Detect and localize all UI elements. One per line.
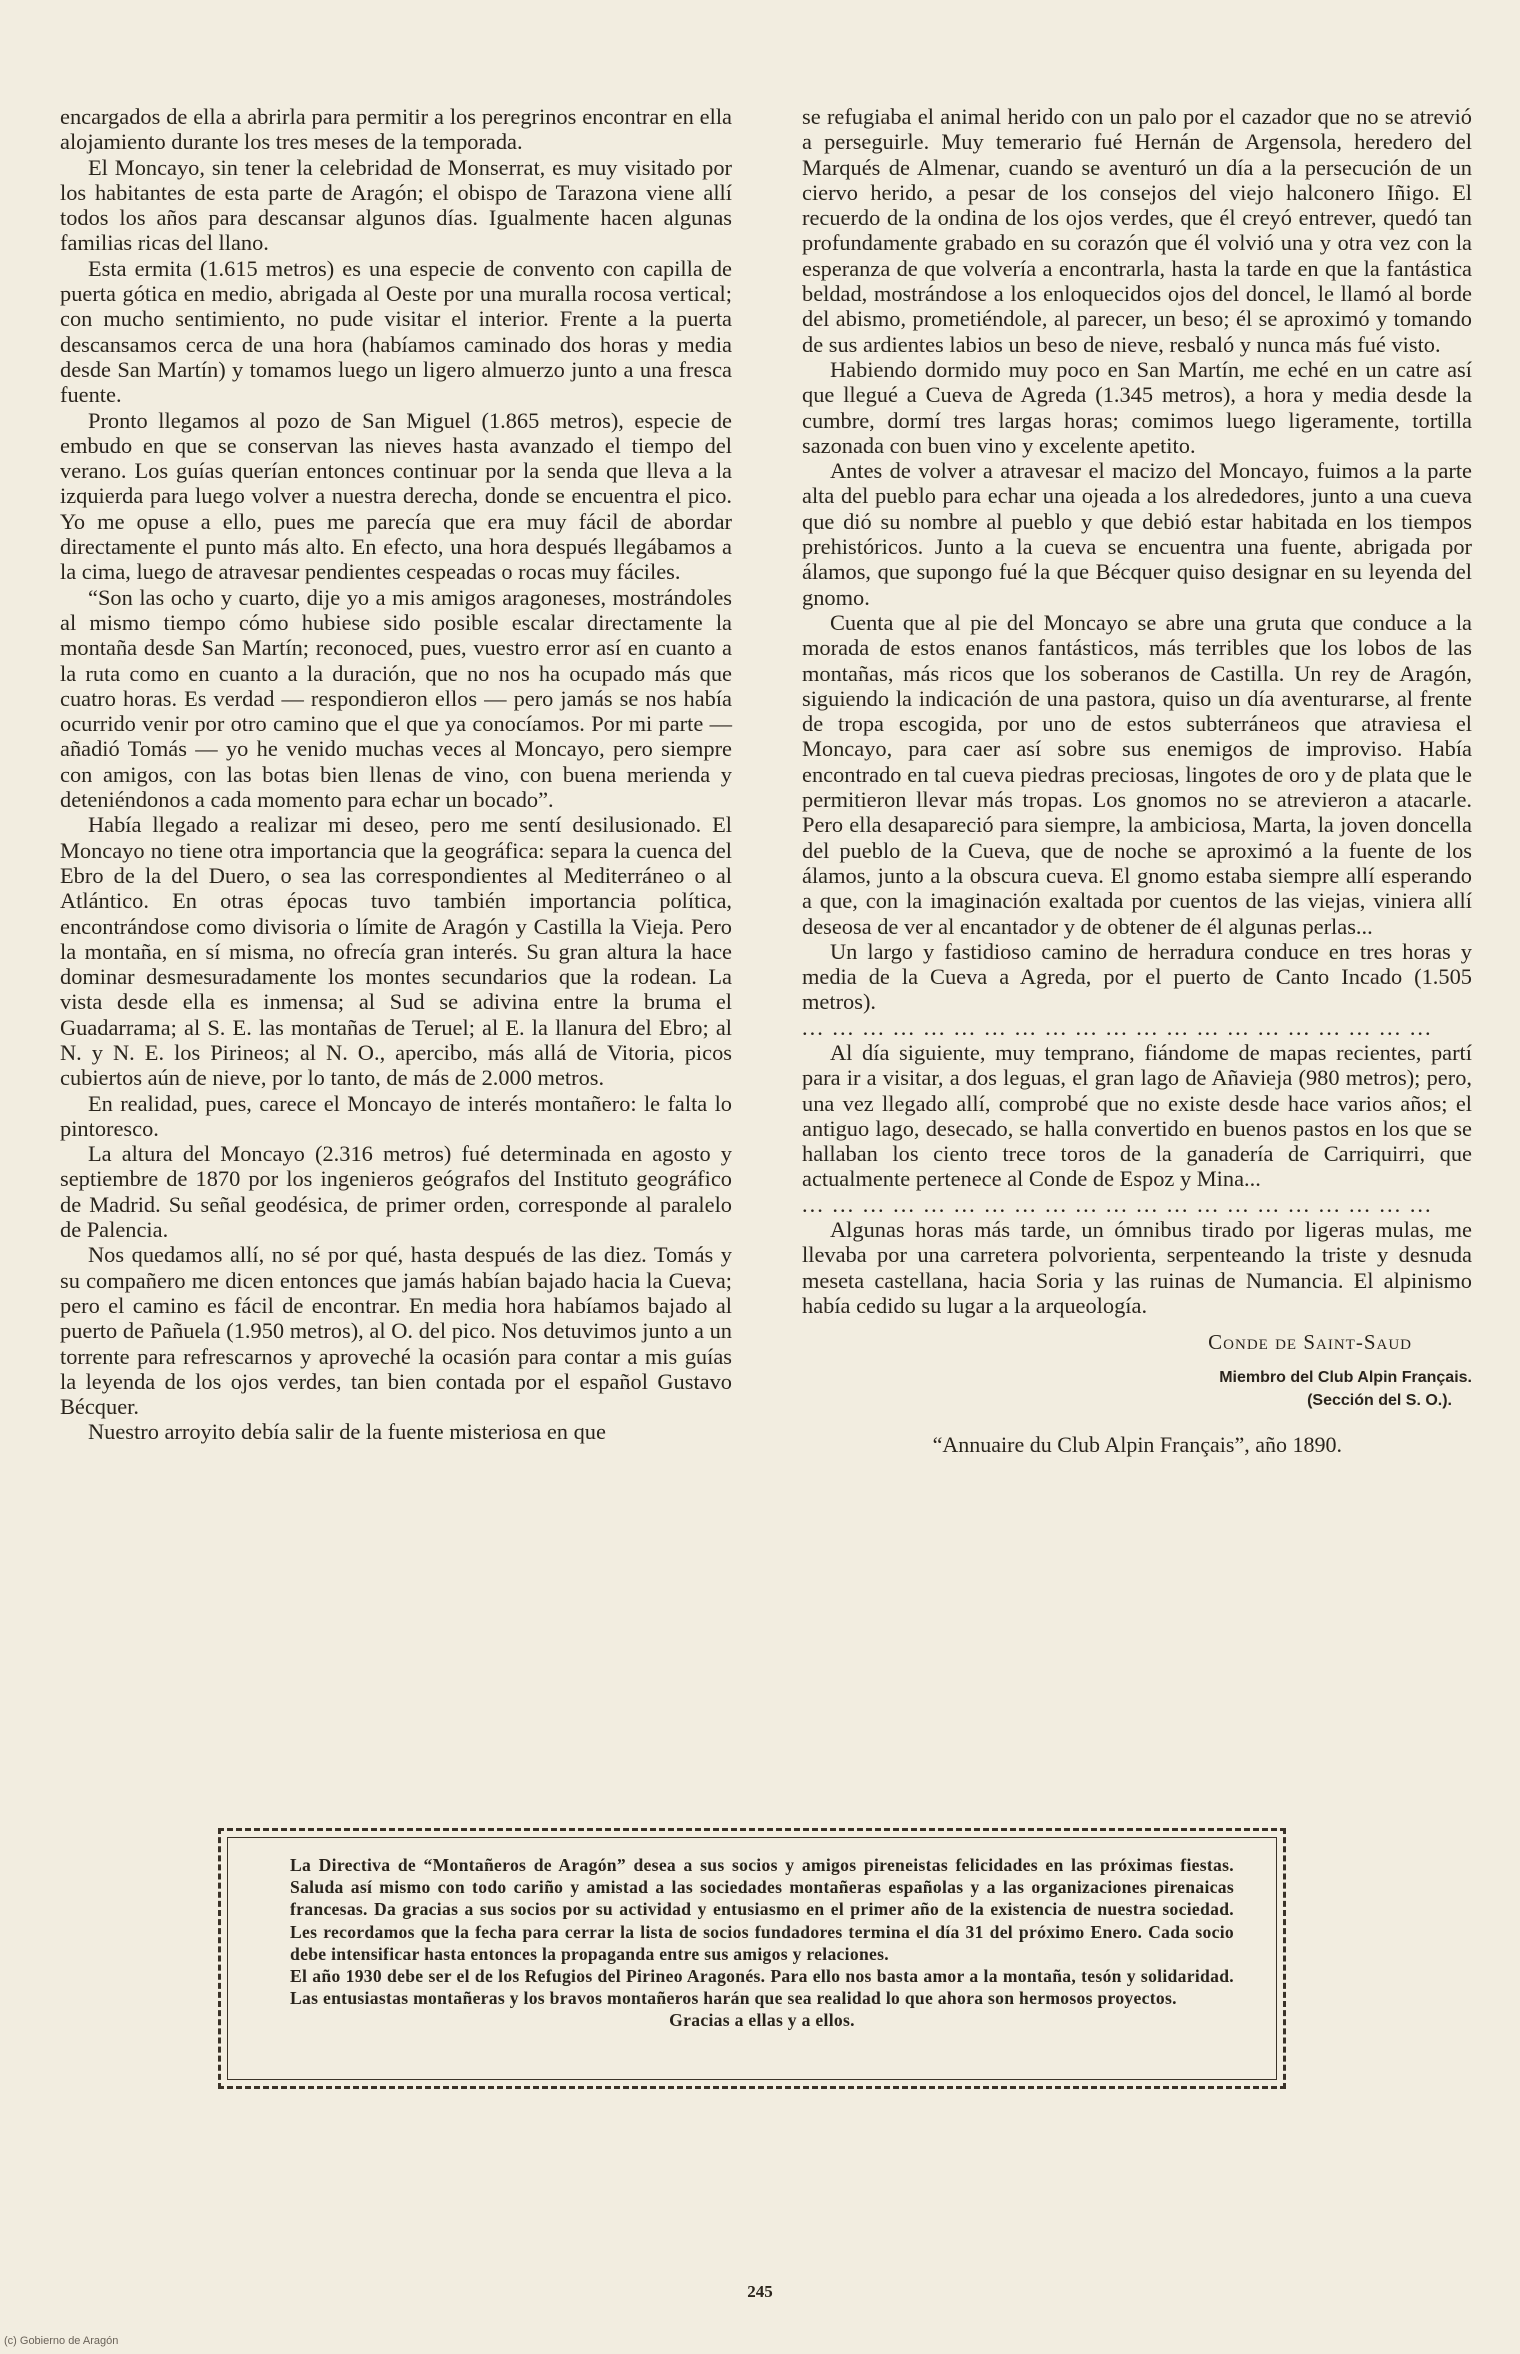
paragraph: La altura del Moncayo (2.316 metros) fué determinada en agosto y septiembre de 1870 por los ingenieros geógrafos del Instituto geográfico de Madrid. Su señal geodésica, de primer orden, corresponde al paralelo de Palencia.: [60, 1141, 732, 1243]
notice-paragraph: La Directiva de “Montañeros de Aragón” desea a sus socios y amigos pireneistas felicidades en las próximas fiestas. Saluda así mismo con todo cariño y amistad a las sociedades montañeras españolas y a las organizaciones pirenaicas francesas. Da gracias a sus socios por su actividad y entusiasmo en el primer año de la existencia de nuestra sociedad. Les recordamos que la fecha para cerrar la lista de socios fundadores termina el día 31 del próximo Enero. Cada socio debe intensificar hasta entonces la propaganda entre sus amigos y relaciones.: [290, 1855, 1234, 1964]
ellipsis-divider: ... ... ... ... ... ... ... ... ... ... ... ... ... ... ... ... ... ... ... ... ...: [802, 1191, 1433, 1217]
paragraph: Un largo y fastidioso camino de herradura conduce en tres horas y media de la Cueva a Agreda, por el puerto de Canto Incado (1.505 metros).: [802, 938, 1472, 1015]
copyright-notice: (c) Gobierno de Aragón: [4, 2335, 119, 2347]
paragraph: Nuestro arroyito debía salir de la fuente misteriosa en que: [88, 1419, 606, 1445]
author-affiliation: Miembro del Club Alpin Français.: [1219, 1368, 1472, 1386]
paragraph: En realidad, pues, carece el Moncayo de interés montañero: le falta lo pintoresco.: [60, 1090, 732, 1141]
left-column: [60, 104, 732, 1445]
notice-paragraph: El año 1930 debe ser el de los Refugios del Pirineo Aragonés. Para ello nos basta amor a la montaña, tesón y solidaridad. Las entusiastas montañeras y los bravos montañeros harán que sea realidad lo que ahora son hermosos proyectos.: [290, 1966, 1234, 2009]
paragraph: El Moncayo, sin tener la celebridad de Monserrat, es muy visitado por los habitantes de esta parte de Aragón; el obispo de Tarazona viene allí todos los años para descansar algunos días. Igualmente hacen algunas familias ricas del llano.: [60, 154, 732, 256]
paragraph: Al día siguiente, muy temprano, fiándome de mapas recientes, partí para ir a visitar, a dos leguas, el gran lago de Añavieja (980 metros); pero, una vez llegado allí, comprobé que no existe desde hace varios años; el antiguo lago, desecado, se halla convertido en buenos pastos en los que se hallaban los ciento trece toros de la ganadería de Carriquirri, que actualmente pertenece al Conde de Espoz y Mina...: [802, 1039, 1472, 1192]
paragraph: se refugiaba el animal herido con un palo por el cazador que no se atrevió a perseguirle. Muy temerario fué Hernán de Argensola, heredero del Marqués de Almenar, cuando se aventuró un día a la persecución de un ciervo herido, a pesar de los consejos del viejo halconero Iñigo. El recuerdo de la ondina de los ojos verdes, que él creyó entrever, quedó tan profundamente grabado en su corazón que él volvió una y otra vez con la esperanza de que volvería a encontrarla, hasta la tarde en que la fantástica beldad, mostrándose a los enloquecidos ojos del doncel, le llamó al borde del abismo, prometiéndole, al parecer, un beso; él se aproximó y tomando de sus ardientes labios un beso de nieve, resbaló y nunca más fué visto.: [802, 104, 1472, 357]
author-section: (Sección del S. O.).: [1307, 1391, 1452, 1409]
paragraph: Antes de volver a atravesar el macizo del Moncayo, fuimos a la parte alta del pueblo para echar una ojeada a los alrededores, junto a una cueva que dió su nombre al pueblo y que debió estar habitada en los tiempos prehistóricos. Junto a la cueva se encuentra una fuente, abrigada por álamos, que supongo fué la que Bécquer quiso designar en su leyenda del gnomo.: [802, 458, 1472, 610]
paragraph: “Son las ocho y cuarto, dije yo a mis amigos aragoneses, mostrándoles al mismo tiempo cómo hubiese sido posible escalar directamente la montaña desde San Martín; reconoced, pues, vuestro error así en cuanto a la ruta como en cuanto a la duración, que no nos ha ocupado más que cuatro horas. Es verdad — respondieron ellos — pero jamás se nos había ocurrido venir por otro camino que el que ya conocíamos. Por mi parte — añadió Tomás — yo he venido muchas veces al Moncayo, pero siempre con amigos, con las botas bien llenas de vino, con buena merienda y deteniéndonos a cada momento para echar un bocado”.: [60, 584, 732, 813]
paragraph: Esta ermita (1.615 metros) es una especie de convento con capilla de puerta gótica en medio, abrigada al Oeste por una muralla rocosa vertical; con mucho sentimiento, no pude visitar el interior. Frente a la puerta descansamos cerca de una hora (habíamos caminado dos horas y media desde San Martín) y tomamos luego un ligero almuerzo junto a una fresca fuente.: [60, 255, 732, 408]
notice-closing: Gracias a ellas y a ellos.: [669, 2010, 855, 2031]
author-name: Conde de Saint-Saud: [1208, 1330, 1412, 1355]
paragraph: Había llegado a realizar mi deseo, pero me sentí desilusionado. El Moncayo no tiene otra importancia que la geográfica: separa la cuenca del Ebro de la del Duero, o sea las correspondientes al Mediterráneo o al Atlántico. En otras épocas tuvo también importancia política, encontrándose como divisoria o límite de Aragón y Castilla la Vieja. Pero la montaña, en sí misma, no ofrecía gran interés. Su gran altura la hace dominar desmesuradamente los montes secundarios que la rodean. La vista desde ella es inmensa; al Sud se adivina entre la bruma el Guadarrama; al S. E. las montañas de Teruel; al E. la llanura del Ebro; al N. y N. E. los Pirineos; al N. O., apercibo, más allá de Vitoria, picos cubiertos aún de nieve, por lo tanto, de más de 2.000 metros.: [60, 812, 732, 1091]
notice-box: [218, 1828, 1286, 2089]
source-citation: “Annuaire du Club Alpin Français”, año 1890.: [932, 1431, 1342, 1457]
notice-inner: [227, 1837, 1277, 2080]
page-number: 245: [747, 2282, 773, 2301]
right-column: [802, 104, 1472, 1457]
ellipsis-divider: ... ... ... ... ... ... ... ... ... ... ... ... ... ... ... ... ... ... ... ... ...: [802, 1014, 1433, 1040]
signature-block: [802, 1330, 1472, 1411]
paragraph: Algunas horas más tarde, un ómnibus tirado por ligeras mulas, me llevaba por una carretera polvorienta, serpenteando la triste y desnuda meseta castellana, hacia Soria y las ruinas de Numancia. El alpinismo había cedido su lugar a la arqueología.: [802, 1217, 1472, 1318]
paragraph: Cuenta que al pie del Moncayo se abre una gruta que conduce a la morada de estos enanos fantásticos, más terribles que los lobos de las montañas, más ricos que los soberanos de Castilla. Un rey de Aragón, siguiendo la indicación de una pastora, quiso un día aventurarse, al frente de tropa escogida, por uno de estos subterráneos que atraviesa el Moncayo, para caer así sobre sus enemigos de improviso. Había encontrado en tal cueva piedras preciosas, lingotes de oro y de plata que le permitieron llevar más tropas. Los gnomos no se atrevieron a atacarle. Pero ella desapareció para siempre, la ambiciosa, Marta, la joven doncella del pueblo de la Cueva, que de noche se aproximó a la fuente de los álamos, junto a la obscura cueva. El gnomo estaba siempre allí esperando a que, con la imaginación exaltada por cuentos de las viejas, viniera allí deseosa de ver al encantador y de obtener de él algunas perlas...: [802, 609, 1472, 939]
paragraph: encargados de ella a abrirla para permitir a los peregrinos encontrar en ella alojamiento durante los tres meses de la temporada.: [60, 104, 732, 155]
paragraph: Nos quedamos allí, no sé por qué, hasta después de las diez. Tomás y su compañero me dicen entonces que jamás habían bajado hacia la Cueva; pero el camino es fácil de encontrar. En media hora habíamos bajado al puerto de Pañuela (1.950 metros), al O. del pico. Nos detuvimos junto a un torrente para refrescarnos y aproveché la ocasión para contar a mis guías la leyenda de los ojos verdes, tan bien contada por el español Gustavo Bécquer.: [60, 1242, 732, 1420]
paragraph: Habiendo dormido muy poco en San Martín, me eché en un catre así que llegué a Cueva de Agreda (1.345 metros), a hora y media desde la cumbre, dormí tres largas horas; comimos luego ligeramente, tortilla sazonada con buen vino y excelente apetito.: [802, 356, 1472, 458]
paragraph: Pronto llegamos al pozo de San Miguel (1.865 metros), especie de embudo en que se conservan las nieves hasta avanzado el tiempo del verano. Los guías querían entonces continuar por la senda que lleva a la izquierda para luego volver a nuestra derecha, donde se encuentra el pico. Yo me opuse a ello, pues me parecía que era muy fácil de abordar directamente el punto más alto. En efecto, una hora después llegábamos a la cima, luego de atravesar pendientes cespeadas o rocas muy fáciles.: [60, 407, 732, 585]
